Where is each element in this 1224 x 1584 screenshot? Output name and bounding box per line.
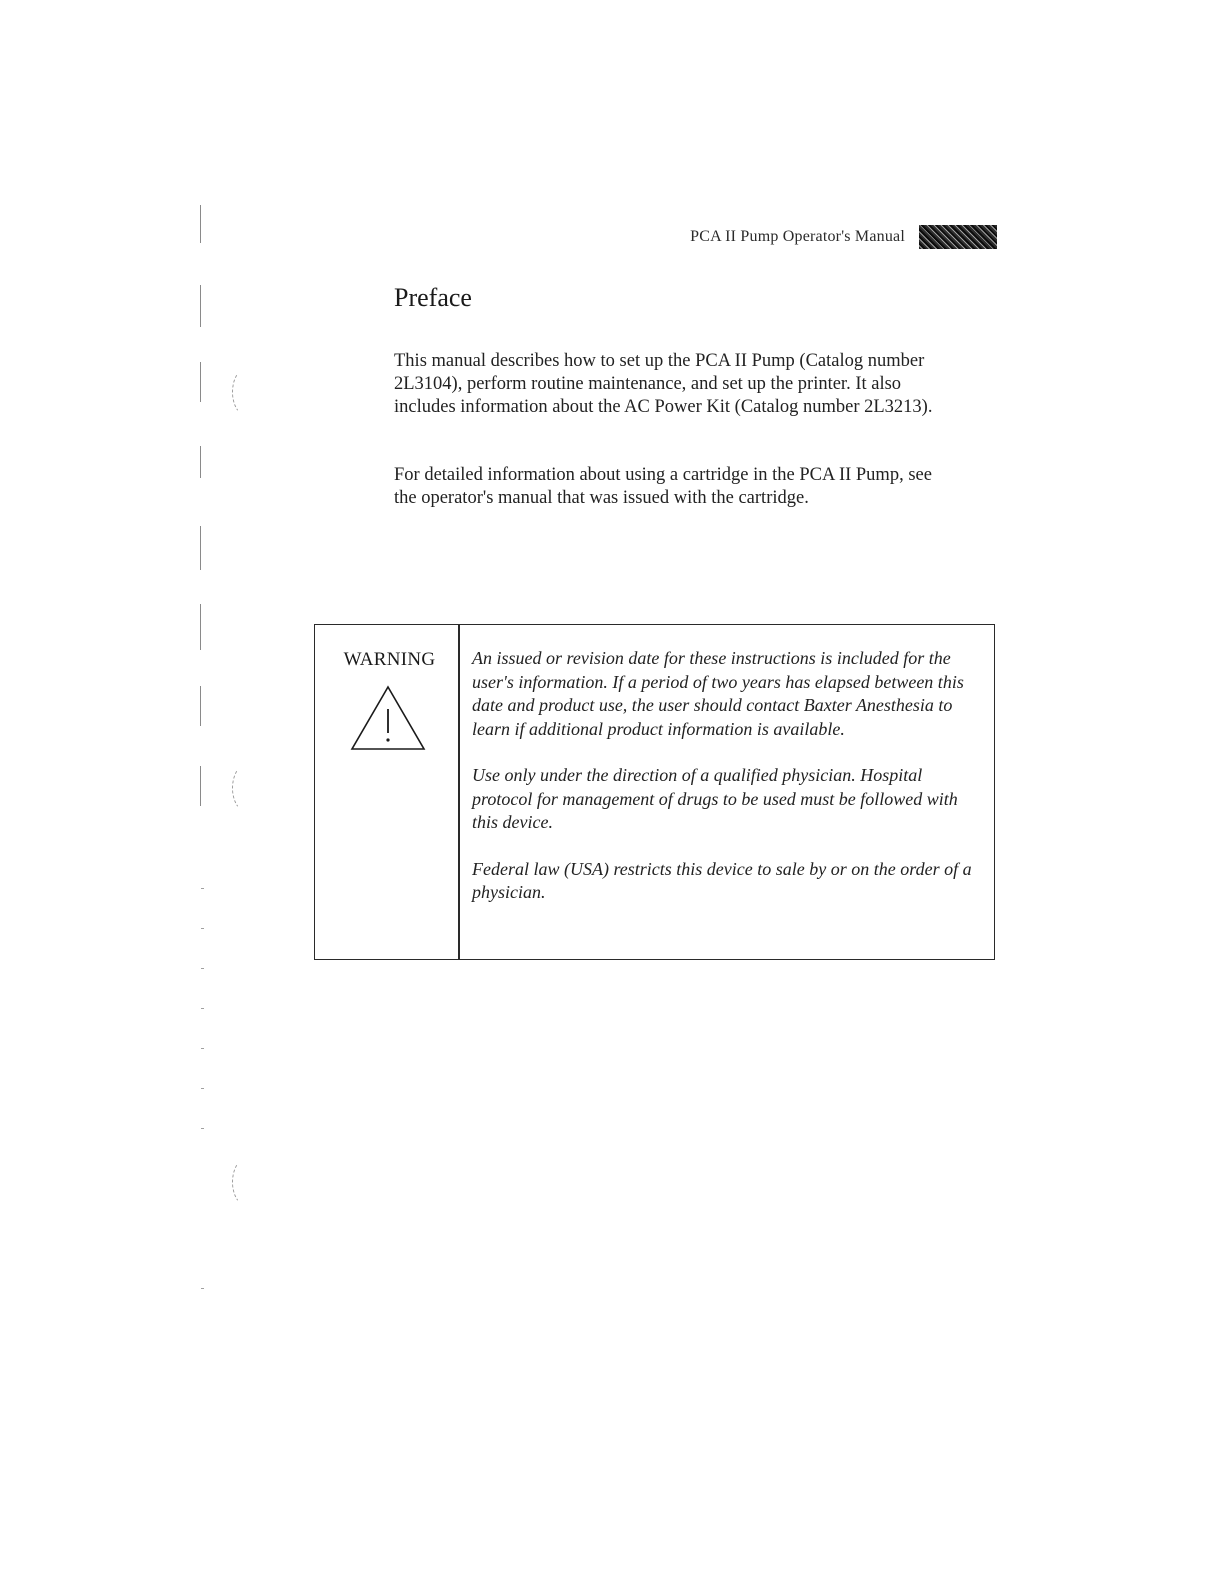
preface-paragraph-1: This manual describes how to set up the PCA II Pump (Catalog number 2L3104), perform routine maintenance, and set up the printer. It also includes information about the AC Power Kit (Catalog number 2L3213). [394, 351, 933, 417]
running-header-title: PCA II Pump Operator's Manual [690, 228, 905, 245]
running-header [560, 222, 997, 252]
warning-triangle-icon [348, 683, 428, 753]
warning-paragraph-2: Use only under the direction of a qualified physician. Hospital protocol for management of drugs to be used must be followed with this device. [472, 765, 958, 832]
warning-paragraph-3: Federal law (USA) restricts this device to sale by or on the order of a physician. [472, 858, 972, 902]
page-title: Preface [394, 283, 472, 312]
preface-paragraph-2: For detailed information about using a cartridge in the PCA II Pump, see the operator's manual that was issued with the cartridge. [394, 465, 932, 508]
scan-margin-artifacts [0, 0, 260, 1584]
warning-text-column [460, 625, 994, 959]
warning-paragraph-1: An issued or revision date for these instructions is included for the user's information. If a period of two years has elapsed between this date and product use, the user should contact Baxter Anesthesia to learn if additional product information is available. [472, 648, 964, 739]
warning-label-column [315, 625, 460, 959]
warning-box [314, 624, 995, 960]
header-tab-block [919, 225, 997, 249]
warning-label: WARNING [343, 649, 436, 670]
